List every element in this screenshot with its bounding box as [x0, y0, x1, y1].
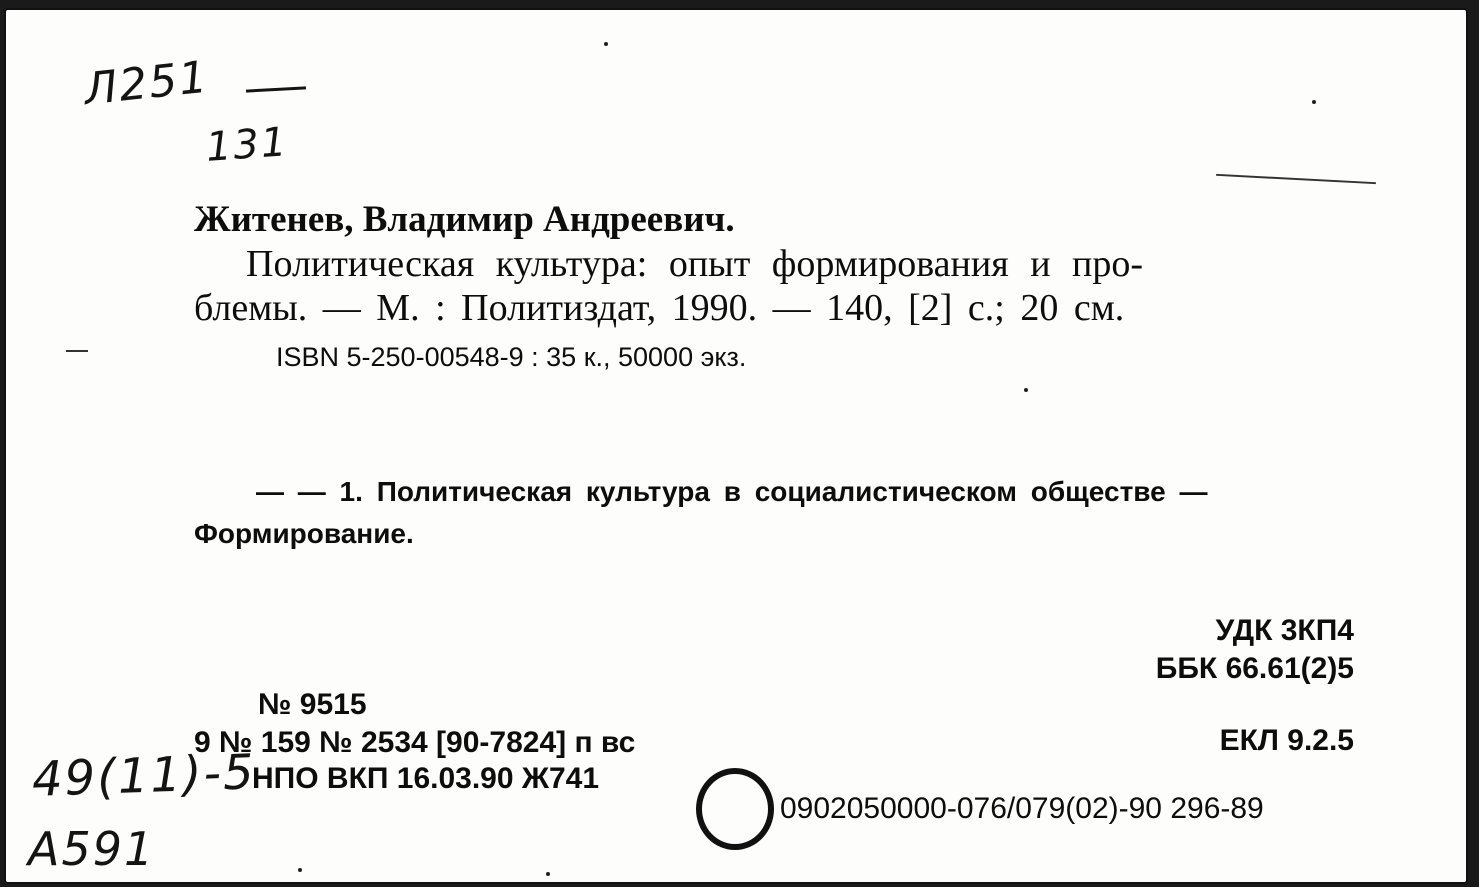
scan-artifact-line	[1216, 174, 1376, 184]
handwritten-call-number-top: Л251	[81, 51, 212, 116]
call-number-fraction-bar	[246, 86, 306, 92]
scan-artifact-speck	[298, 868, 302, 872]
subject-heading-line-2: Формирование.	[194, 518, 414, 549]
print-info-line: 9 № 159 № 2534 [90-7824] п вс	[194, 726, 636, 759]
author-heading: Житенев, Владимир Андреевич.	[194, 199, 735, 240]
handwritten-call-number-bottom: 131	[204, 119, 290, 171]
handwritten-shelf-mark-1: 49(11)-5	[31, 744, 257, 808]
scan-artifact-speck	[604, 42, 608, 46]
ekl-code: ЕКЛ 9.2.5	[1219, 724, 1354, 757]
scan-artifact-speck	[546, 872, 550, 876]
order-number: № 9515	[258, 688, 367, 721]
title-line-1: Политическая культура: опыт формирования и про-	[246, 243, 1144, 285]
scan-artifact-speck	[1024, 388, 1028, 392]
catalog-card	[4, 8, 1468, 884]
scan-artifact-speck	[1312, 100, 1316, 104]
udc-code: УДК 3КП4	[1215, 614, 1354, 647]
handwritten-shelf-mark-2: А591	[28, 822, 156, 876]
bbk-code: ББК 66.61(2)5	[1155, 652, 1354, 685]
subject-heading-line-1: — — 1. Политическая культура в социалистическом обществе —	[256, 476, 1208, 507]
scan-artifact-line	[66, 350, 88, 352]
title-line-2: блемы. — М. : Политиздат, 1990. — 140, [2] с.; 20 см.	[194, 287, 1125, 329]
publisher-code: 0902050000-076/079(02)-90 296-89	[780, 792, 1264, 825]
isbn-line: ISBN 5-250-00548-9 : 35 к., 50000 экз.	[276, 342, 747, 372]
printer-line: НПО ВКП 16.03.90 Ж741	[252, 762, 600, 795]
circle-mark	[696, 768, 774, 850]
